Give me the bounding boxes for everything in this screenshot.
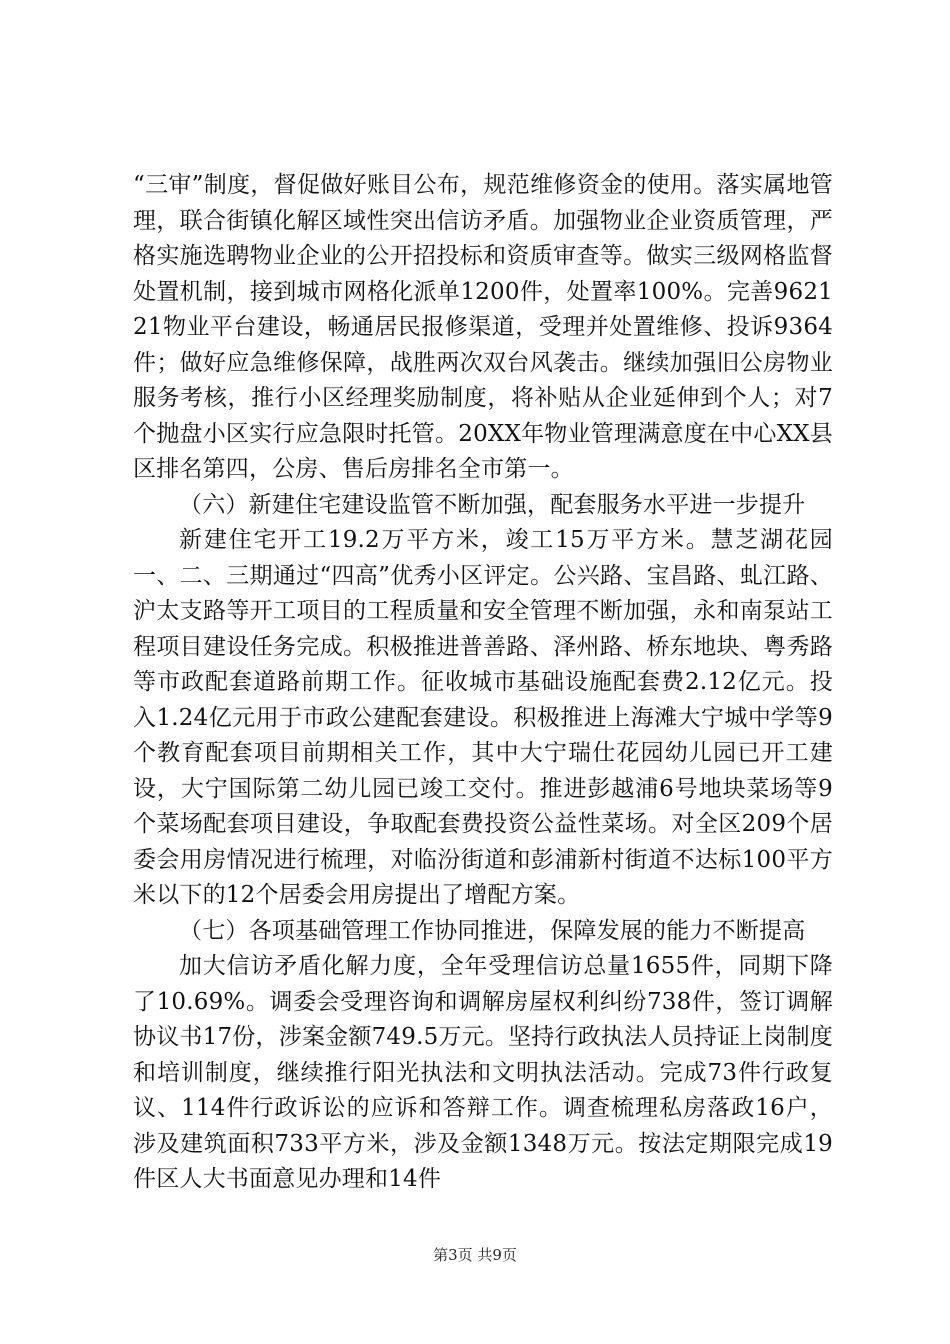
section-heading-6: （六）新建住宅建设监管不断加强，配套服务水平进一步提升 [179,491,806,518]
page-number-footer: 第3页 共9页 [433,1246,517,1264]
paragraph-continued: “三审”制度，督促做好账目公布，规范维修资金的使用。落实属地管理，联合街镇化解区域性突出信访矛盾。加强物业企业资质管理，严格实施选聘物业企业的公开招投标和资质审查等。做实三级网格监督处置机制，接到城市网格化派单1200件，处置率100%。完善962121物业平台建设，畅通居民报修渠道，受理并处置维修、投诉9364件；做好应急维修保障，战胜两次双台风袭击。继续加强旧公房物业服务考核，推行小区经理奖励制度，将补贴从企业延伸到个人；对7个抛盘小区实行应急限时托管。20XX年物业管理满意度在中心XX县区排名第四，公房、售后房排名全市第一。 [133,172,833,482]
paragraph-section-6: 新建住宅开工19.2万平方米，竣工15万平方米。慧芝湖花园一、二、三期通过“四高”优秀小区评定。公兴路、宝昌路、虬江路、沪太支路等开工项目的工程质量和安全管理不断加强，永和南泵站工程项目建设任务完成。积极推进普善路、泽州路、桥东地块、粤秀路等市政配套道路前期工作。征收城市基础设施配套费2.12亿元。投入1.24亿元用于市政公建配套建设。积极推进上海滩大宁城中学等9个教育配套项目前期相关工作，其中大宁瑞仕花园幼儿园已开工建设，大宁国际第二幼儿园已竣工交付。推进彭越浦6号地块菜场等9个菜场配套项目建设，争取配套费投资公益性菜场。对全区209个居委会用房情况进行梳理，对临汾街道和彭浦新村街道不达标100平方米以下的12个居委会用房提出了增配方案。 [133,527,833,908]
document-body [133,168,833,1198]
paragraph-section-7: 加大信访矛盾化解力度，全年受理信访总量1655件，同期下降了10.69%。调委会受理咨询和调解房屋权利纠纷738件，签订调解协议书17份，涉案金额749.5万元。坚持行政执法人员持证上岗制度和培训制度，继续推行阳光执法和文明执法活动。完成73件行政复议、114件行政诉讼的应诉和答辩工作。调查梳理私房落政16户，涉及建筑面积733平方米，涉及金额1348万元。按法定期限完成19件区人大书面意见办理和14件 [133,953,833,1192]
section-heading-7: （七）各项基础管理工作协同推进，保障发展的能力不断提高 [179,917,806,944]
